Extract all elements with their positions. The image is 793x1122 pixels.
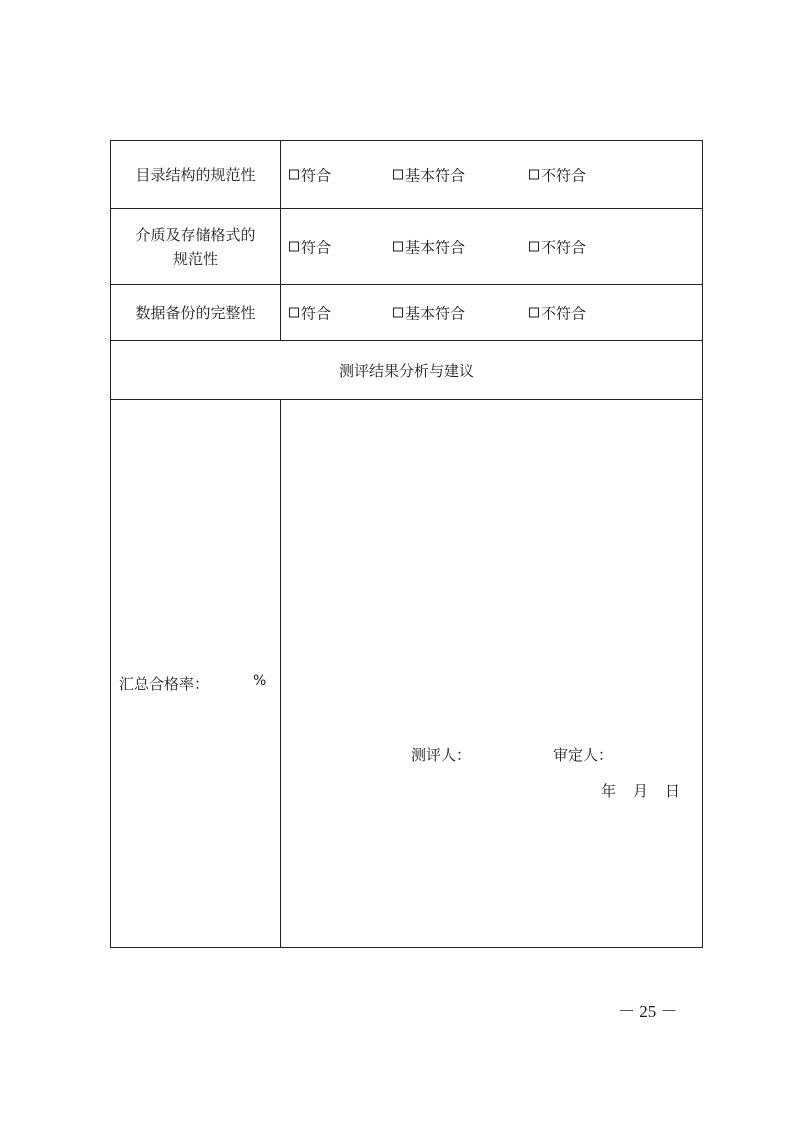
page-number: － 25 － <box>618 1002 678 1021</box>
section-title: 测评结果分析与建议 <box>338 361 474 380</box>
row-label: 目录结构的规范性 <box>111 141 281 208</box>
checkbox-icon[interactable] <box>393 242 403 252</box>
option-label: 不符合 <box>541 166 587 184</box>
section-header-row <box>111 341 702 400</box>
analysis-body-row <box>111 400 702 947</box>
option-basic-conform[interactable] <box>393 164 465 185</box>
options-group <box>281 285 702 340</box>
option-basic-conform[interactable] <box>393 236 465 257</box>
checkbox-icon[interactable] <box>393 308 403 318</box>
options-group <box>281 141 702 208</box>
option-conform[interactable] <box>289 236 331 257</box>
pass-rate-label: 汇总合格率： <box>119 675 210 693</box>
checkbox-icon[interactable] <box>289 170 299 180</box>
checkbox-icon[interactable] <box>529 308 539 318</box>
option-label: 不符合 <box>541 238 587 256</box>
row-directory-structure <box>111 141 702 209</box>
checkbox-icon[interactable] <box>289 308 299 318</box>
option-conform[interactable] <box>289 302 331 323</box>
evaluator-label: 测评人： <box>411 746 472 764</box>
checkbox-icon[interactable] <box>529 242 539 252</box>
row-media-format <box>111 209 702 285</box>
row-label <box>111 209 281 284</box>
row-label-line2: 规范性 <box>172 249 218 268</box>
option-label: 符合 <box>301 304 332 322</box>
evaluation-form-table <box>110 140 703 948</box>
option-conform[interactable] <box>289 164 331 185</box>
summary-cell <box>111 400 281 947</box>
checkbox-icon[interactable] <box>393 170 403 180</box>
option-label: 符合 <box>301 238 332 256</box>
option-non-conform[interactable] <box>529 302 586 323</box>
option-label: 基本符合 <box>405 238 466 256</box>
option-label: 不符合 <box>541 304 587 322</box>
row-label: 数据备份的完整性 <box>111 285 281 340</box>
option-label: 符合 <box>301 166 332 184</box>
pass-rate-unit: % <box>253 673 267 689</box>
option-non-conform[interactable] <box>529 164 586 185</box>
date-line: 年 月 日 <box>601 782 682 800</box>
option-label: 基本符合 <box>405 166 466 184</box>
analysis-cell[interactable] <box>281 400 702 947</box>
row-label-line1: 介质及存储格式的 <box>135 225 256 244</box>
option-basic-conform[interactable] <box>393 302 465 323</box>
approver-label: 审定人： <box>553 746 614 764</box>
row-data-backup <box>111 285 702 341</box>
options-group <box>281 209 702 284</box>
checkbox-icon[interactable] <box>529 170 539 180</box>
checkbox-icon[interactable] <box>289 242 299 252</box>
option-non-conform[interactable] <box>529 236 586 257</box>
option-label: 基本符合 <box>405 304 466 322</box>
